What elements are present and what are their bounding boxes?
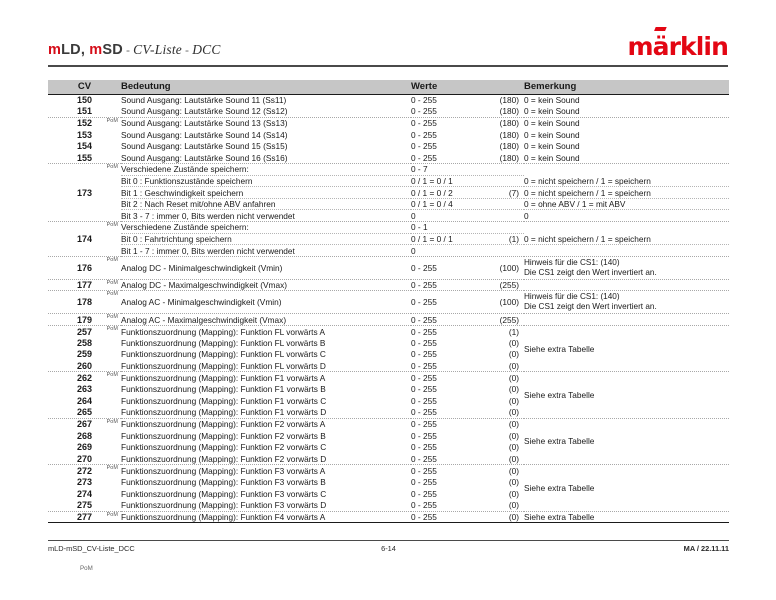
cell-werte bbox=[411, 187, 524, 199]
remark-line: Hinweis für die CS1: (140) bbox=[524, 257, 620, 267]
default-value: (180) bbox=[499, 106, 519, 117]
cell-werte bbox=[411, 372, 524, 384]
cell-bedeutung: Funktionszuordnung (Mapping): Funktion F2 vorwärts A bbox=[121, 418, 411, 430]
table-row bbox=[48, 117, 729, 129]
cv-number: 275 bbox=[76, 499, 93, 510]
footer-row bbox=[48, 544, 729, 553]
cv-number: 151 bbox=[76, 106, 93, 117]
cell-werte bbox=[411, 94, 524, 106]
value-range: 0 - 255 bbox=[411, 129, 437, 140]
cell-cv bbox=[48, 360, 121, 372]
cell-werte bbox=[411, 360, 524, 372]
cell-bedeutung: Analog AC - Maximalgeschwindigkeit (Vmax) bbox=[121, 314, 411, 326]
table-row bbox=[48, 465, 729, 477]
title-rest1: LD, bbox=[61, 42, 86, 58]
cell-cv bbox=[48, 372, 121, 384]
cell-bedeutung: Funktionszuordnung (Mapping): Funktion F2 vorwärts D bbox=[121, 453, 327, 464]
title-dash-1: - bbox=[125, 43, 131, 57]
value-range: 0 - 255 bbox=[411, 349, 437, 360]
value-range: 0 - 255 bbox=[411, 280, 437, 291]
value-range: 0 bbox=[411, 210, 416, 221]
value-range: 0 / 1 = 0 / 1 bbox=[411, 233, 453, 244]
remark-line: Die CS1 zeigt den Wert invertiert an. bbox=[524, 267, 657, 277]
cell-cv bbox=[48, 395, 121, 407]
cell-bedeutung: Funktionszuordnung (Mapping): Funktion F2 vorwärts B bbox=[121, 430, 326, 441]
pom-marker: PoM bbox=[106, 279, 118, 286]
title-rest2: SD bbox=[102, 42, 123, 58]
cell-bedeutung: Funktionszuordnung (Mapping): Funktion F3 vorwärts C bbox=[121, 488, 327, 499]
cell-bedeutung: Analog DC - Maximalgeschwindigkeit (Vmax) bbox=[121, 279, 411, 291]
cell-bemerkung bbox=[524, 256, 729, 279]
default-value: (7) bbox=[508, 187, 519, 198]
cell-werte bbox=[411, 175, 524, 187]
cell-cv bbox=[48, 117, 121, 129]
cell-cv bbox=[48, 511, 121, 523]
cell-werte bbox=[411, 349, 524, 361]
cell-werte bbox=[411, 383, 524, 395]
value-range: 0 - 255 bbox=[411, 465, 437, 476]
column-header-bedeutung: Bedeutung bbox=[121, 80, 411, 94]
cell-bemerkung: 0 = ohne ABV / 1 = mit ABV bbox=[524, 198, 729, 210]
cell-bedeutung: Funktionszuordnung (Mapping): Funktion F1 vorwärts C bbox=[121, 395, 327, 406]
default-value: (0) bbox=[508, 360, 519, 371]
cv-number: 269 bbox=[76, 442, 93, 453]
pom-marker: PoM bbox=[106, 418, 118, 425]
cv-number: 273 bbox=[76, 477, 93, 488]
cv-number: 176 bbox=[76, 262, 93, 273]
table-row bbox=[48, 140, 729, 152]
pom-marker: PoM bbox=[106, 117, 118, 124]
cell-werte bbox=[411, 488, 524, 500]
cell-bedeutung: Funktionszuordnung (Mapping): Funktion F4 vorwärts A bbox=[121, 511, 411, 523]
cell-werte bbox=[411, 407, 524, 419]
default-value: (0) bbox=[508, 337, 519, 348]
value-range: 0 - 255 bbox=[411, 453, 437, 464]
cell-bedeutung: Sound Ausgang: Lautstärke Sound 14 (Ss14) bbox=[121, 129, 288, 140]
table-body bbox=[48, 94, 729, 523]
table-row bbox=[48, 326, 729, 338]
cell-cv bbox=[48, 94, 121, 106]
cell-werte bbox=[411, 395, 524, 407]
table-row bbox=[48, 245, 729, 257]
cv-number: 277 bbox=[76, 511, 93, 522]
cell-bemerkung bbox=[524, 279, 729, 291]
value-range: 0 - 255 bbox=[411, 297, 437, 308]
cell-werte bbox=[411, 140, 524, 152]
title-dcc: DCC bbox=[192, 42, 221, 57]
default-value: (1) bbox=[508, 326, 519, 337]
table-row bbox=[48, 372, 729, 384]
cell-bemerkung: 0 = kein Sound bbox=[524, 152, 580, 163]
column-header-werte: Werte bbox=[411, 80, 524, 94]
cell-bedeutung: Funktionszuordnung (Mapping): Funktion FL vorwärts A bbox=[121, 326, 411, 338]
default-value: (255) bbox=[499, 314, 519, 325]
pom-marker: PoM bbox=[106, 164, 118, 171]
table-row bbox=[48, 222, 729, 234]
table-row bbox=[48, 233, 729, 245]
cell-bedeutung: Sound Ausgang: Lautstärke Sound 16 (Ss16) bbox=[121, 152, 288, 163]
cv-number: 257 bbox=[76, 326, 93, 337]
cell-werte bbox=[411, 245, 524, 257]
default-value: (0) bbox=[508, 499, 519, 510]
cell-cv bbox=[48, 222, 121, 257]
cell-werte bbox=[411, 511, 524, 523]
table-row bbox=[48, 175, 729, 187]
footer-filename: mLD-mSD_CV-Liste_DCC bbox=[48, 544, 135, 553]
default-value: (0) bbox=[508, 511, 519, 522]
footer-revision: MA / 22.11.11 bbox=[683, 544, 729, 553]
cell-bemerkung: 0 = nicht speichern / 1 = speichern bbox=[524, 233, 651, 244]
cell-cv bbox=[48, 140, 121, 152]
cv-number: 270 bbox=[76, 453, 93, 464]
cell-bedeutung: Sound Ausgang: Lautstärke Sound 12 (Ss12) bbox=[121, 106, 288, 117]
table-row bbox=[48, 511, 729, 523]
table-row bbox=[48, 418, 729, 430]
cv-number: 263 bbox=[76, 384, 93, 395]
cell-bedeutung: Funktionszuordnung (Mapping): Funktion FL vorwärts B bbox=[121, 337, 326, 348]
cell-bemerkung bbox=[524, 314, 729, 326]
page-footer bbox=[48, 540, 729, 553]
cell-cv bbox=[48, 279, 121, 291]
value-range: 0 - 255 bbox=[411, 118, 437, 129]
cell-cv bbox=[48, 164, 121, 222]
title-dash-2: - bbox=[185, 43, 190, 57]
cell-cv bbox=[48, 407, 121, 419]
cell-cv bbox=[48, 152, 121, 164]
table-header-row bbox=[48, 80, 729, 94]
default-value: (180) bbox=[499, 95, 519, 106]
cell-bemerkung bbox=[524, 291, 729, 314]
cell-cv bbox=[48, 129, 121, 141]
cell-cv bbox=[48, 476, 121, 488]
cell-cv bbox=[48, 326, 121, 338]
default-value: (180) bbox=[499, 141, 519, 152]
value-range: 0 bbox=[411, 245, 416, 256]
cv-table bbox=[48, 80, 729, 523]
pom-marker: PoM bbox=[106, 222, 118, 229]
pom-marker: PoM bbox=[106, 291, 118, 298]
table-row bbox=[48, 291, 729, 314]
cv-number: 177 bbox=[76, 280, 93, 291]
cell-cv bbox=[48, 314, 121, 326]
value-range: 0 - 1 bbox=[411, 222, 428, 233]
table-row bbox=[48, 94, 729, 106]
cell-bedeutung: Bit 2 : Nach Reset mit/ohne ABV anfahren bbox=[121, 198, 411, 210]
value-range: 0 - 255 bbox=[411, 326, 437, 337]
cell-bemerkung-note: Siehe extra Tabelle bbox=[524, 511, 729, 523]
cv-number: 264 bbox=[76, 395, 93, 406]
cell-werte bbox=[411, 326, 524, 338]
cv-number: 179 bbox=[76, 314, 93, 325]
cell-bemerkung-note: Siehe extra Tabelle bbox=[524, 372, 729, 418]
cv-number: 267 bbox=[76, 419, 93, 430]
cv-number: 258 bbox=[76, 337, 93, 348]
table-head bbox=[48, 80, 729, 94]
pom-marker: PoM bbox=[106, 314, 118, 321]
cell-cv bbox=[48, 465, 121, 477]
footer-page-number: 6-14 bbox=[381, 544, 396, 553]
cell-werte bbox=[411, 222, 524, 234]
cell-cv bbox=[48, 337, 121, 349]
pom-marker: PoM bbox=[106, 326, 118, 332]
default-value: (255) bbox=[499, 280, 519, 291]
cell-bedeutung: Bit 3 - 7 : immer 0, Bits werden nicht verwendet bbox=[121, 210, 411, 222]
default-value: (0) bbox=[508, 384, 519, 395]
value-range: 0 - 7 bbox=[411, 164, 428, 175]
title-cv-liste: CV-Liste bbox=[133, 42, 182, 57]
value-range: 0 - 255 bbox=[411, 511, 437, 522]
remark-line: Die CS1 zeigt den Wert invertiert an. bbox=[524, 302, 657, 312]
cv-number: 265 bbox=[76, 407, 93, 418]
cv-number: 174 bbox=[76, 233, 93, 244]
cell-bedeutung: Funktionszuordnung (Mapping): Funktion F1 vorwärts D bbox=[121, 407, 327, 418]
cell-bedeutung: Sound Ausgang: Lautstärke Sound 15 (Ss15) bbox=[121, 141, 288, 152]
cell-werte bbox=[411, 453, 524, 465]
cell-bemerkung: 0 = kein Sound bbox=[524, 141, 580, 152]
cell-bedeutung: Funktionszuordnung (Mapping): Funktion FL vorwärts C bbox=[121, 349, 326, 360]
cell-bedeutung: Sound Ausgang: Lautstärke Sound 11 (Ss11) bbox=[121, 94, 411, 106]
page-header bbox=[48, 32, 728, 72]
cell-werte bbox=[411, 279, 524, 291]
cell-werte bbox=[411, 499, 524, 511]
table-row bbox=[48, 256, 729, 279]
default-value: (0) bbox=[508, 372, 519, 383]
value-range: 0 - 255 bbox=[411, 430, 437, 441]
default-value: (0) bbox=[508, 488, 519, 499]
cell-bedeutung: Verschiedene Zustände speichern: bbox=[121, 222, 411, 234]
cell-werte bbox=[411, 106, 524, 118]
cell-bedeutung: Funktionszuordnung (Mapping): Funktion F3 vorwärts B bbox=[121, 477, 326, 488]
remark-line: Hinweis für die CS1: (140) bbox=[524, 292, 620, 302]
cv-number: 260 bbox=[76, 360, 93, 371]
value-range: 0 - 255 bbox=[411, 141, 437, 152]
cell-bemerkung: 0 bbox=[524, 210, 729, 222]
cell-bedeutung: Sound Ausgang: Lautstärke Sound 13 (Ss13) bbox=[121, 117, 411, 129]
cv-number: 272 bbox=[76, 465, 93, 476]
default-value: (0) bbox=[508, 453, 519, 464]
cell-werte bbox=[411, 129, 524, 141]
default-value: (180) bbox=[499, 152, 519, 163]
default-value: (180) bbox=[499, 129, 519, 140]
table-row bbox=[48, 106, 729, 118]
value-range: 0 - 255 bbox=[411, 488, 437, 499]
cell-cv bbox=[48, 499, 121, 511]
value-range: 0 / 1 = 0 / 1 bbox=[411, 175, 453, 186]
cell-werte bbox=[411, 256, 524, 279]
table-row bbox=[48, 210, 729, 222]
default-value: (0) bbox=[508, 477, 519, 488]
cell-bedeutung: Bit 1 - 7 : immer 0, Bits werden nicht verwendet bbox=[121, 245, 411, 257]
cell-werte bbox=[411, 233, 524, 245]
cell-bemerkung: 0 = kein Sound bbox=[524, 129, 580, 140]
value-range: 0 / 1 = 0 / 2 bbox=[411, 187, 453, 198]
value-range: 0 - 255 bbox=[411, 262, 437, 273]
value-range: 0 / 1 = 0 / 4 bbox=[411, 199, 453, 210]
default-value: (100) bbox=[499, 297, 519, 308]
cell-cv bbox=[48, 453, 121, 465]
cell-bemerkung-note: Siehe extra Tabelle bbox=[524, 418, 729, 464]
cell-bedeutung: Funktionszuordnung (Mapping): Funktion F1 vorwärts B bbox=[121, 384, 326, 395]
default-value: (0) bbox=[508, 407, 519, 418]
cv-number: 268 bbox=[76, 430, 93, 441]
cv-number: 155 bbox=[76, 152, 93, 163]
cell-bemerkung: 0 = kein Sound bbox=[524, 94, 729, 106]
cell-werte bbox=[411, 441, 524, 453]
table-row bbox=[48, 314, 729, 326]
cell-werte bbox=[411, 152, 524, 164]
pom-marker: PoM bbox=[106, 372, 118, 379]
cell-werte bbox=[411, 430, 524, 442]
default-value: (0) bbox=[508, 419, 519, 430]
cell-werte bbox=[411, 476, 524, 488]
cell-bedeutung: Funktionszuordnung (Mapping): Funktion F1 vorwärts A bbox=[121, 372, 411, 384]
table-row bbox=[48, 198, 729, 210]
marklin-logo: märklin bbox=[627, 32, 728, 61]
header-divider bbox=[48, 65, 728, 67]
cell-werte bbox=[411, 418, 524, 430]
cell-werte bbox=[411, 314, 524, 326]
default-value: (0) bbox=[508, 349, 519, 360]
cell-bedeutung: Analog DC - Minimalgeschwindigkeit (Vmin) bbox=[121, 256, 411, 279]
cell-bedeutung: Funktionszuordnung (Mapping): Funktion FL vorwärts D bbox=[121, 360, 326, 371]
cell-bedeutung: Bit 0 : Fahrtrichtung speichern bbox=[121, 233, 411, 245]
value-range: 0 - 255 bbox=[411, 395, 437, 406]
cv-number: 150 bbox=[76, 95, 93, 106]
cell-werte bbox=[411, 210, 524, 222]
title-m2: m bbox=[89, 42, 103, 58]
pom-marker: PoM bbox=[106, 511, 118, 518]
cell-bemerkung: 0 = kein Sound bbox=[524, 117, 729, 129]
default-value: (180) bbox=[499, 118, 519, 129]
cell-bemerkung-note: Siehe extra Tabelle bbox=[524, 326, 729, 372]
table-row bbox=[48, 164, 729, 176]
cell-bemerkung bbox=[524, 245, 729, 257]
cv-number: 259 bbox=[76, 349, 93, 360]
value-range: 0 - 255 bbox=[411, 407, 437, 418]
cv-number: 178 bbox=[76, 297, 93, 308]
cell-bedeutung: Analog AC - Minimalgeschwindigkeit (Vmin) bbox=[121, 291, 411, 314]
cell-bedeutung: Verschiedene Zustände speichern: bbox=[121, 164, 411, 176]
cell-werte bbox=[411, 117, 524, 129]
default-value: (1) bbox=[508, 233, 519, 244]
value-range: 0 - 255 bbox=[411, 419, 437, 430]
value-range: 0 - 255 bbox=[411, 360, 437, 371]
default-value: (0) bbox=[508, 442, 519, 453]
value-range: 0 - 255 bbox=[411, 384, 437, 395]
column-header-cv: CV bbox=[48, 80, 121, 94]
cell-bemerkung: 0 = nicht speichern / 1 = speichern bbox=[524, 187, 729, 199]
title-m1: m bbox=[48, 42, 62, 58]
pom-marker: PoM bbox=[106, 256, 118, 263]
cell-bemerkung: 0 = nicht speichern / 1 = speichern bbox=[524, 175, 651, 186]
default-value: (100) bbox=[499, 262, 519, 273]
cell-cv bbox=[48, 418, 121, 430]
cell-bemerkung-note: Siehe extra Tabelle bbox=[524, 465, 729, 511]
cell-bedeutung: Bit 0 : Funktionszustände speichern bbox=[121, 175, 411, 187]
cv-number: 173 bbox=[76, 187, 93, 198]
stray-pom-marker: PoM bbox=[80, 565, 93, 572]
cell-cv bbox=[48, 291, 121, 314]
cv-number: 262 bbox=[76, 372, 93, 383]
cell-bedeutung: Funktionszuordnung (Mapping): Funktion F3 vorwärts D bbox=[121, 499, 327, 510]
cell-bemerkung: 0 = kein Sound bbox=[524, 106, 580, 117]
value-range: 0 - 255 bbox=[411, 106, 437, 117]
value-range: 0 - 255 bbox=[411, 372, 437, 383]
value-range: 0 - 255 bbox=[411, 337, 437, 348]
cv-number: 274 bbox=[76, 488, 93, 499]
cell-werte bbox=[411, 465, 524, 477]
cell-cv bbox=[48, 256, 121, 279]
default-value: (0) bbox=[508, 430, 519, 441]
cell-werte bbox=[411, 291, 524, 314]
pom-marker: PoM bbox=[106, 465, 118, 472]
cv-number: 153 bbox=[76, 129, 93, 140]
cell-cv bbox=[48, 106, 121, 118]
column-header-bemerkung: Bemerkung bbox=[524, 80, 729, 94]
footer-divider bbox=[48, 540, 729, 541]
cell-bedeutung: Funktionszuordnung (Mapping): Funktion F3 vorwärts A bbox=[121, 465, 411, 477]
value-range: 0 - 255 bbox=[411, 442, 437, 453]
cv-number: 154 bbox=[76, 141, 93, 152]
default-value: (0) bbox=[508, 465, 519, 476]
cell-bemerkung bbox=[524, 222, 729, 234]
table-row bbox=[48, 152, 729, 164]
cell-werte bbox=[411, 198, 524, 210]
cell-werte bbox=[411, 337, 524, 349]
value-range: 0 - 255 bbox=[411, 499, 437, 510]
cv-number: 152 bbox=[76, 118, 93, 129]
table-row bbox=[48, 187, 729, 199]
value-range: 0 - 255 bbox=[411, 477, 437, 488]
cell-bemerkung bbox=[524, 164, 729, 176]
cell-cv bbox=[48, 441, 121, 453]
value-range: 0 - 255 bbox=[411, 314, 437, 325]
cell-cv bbox=[48, 383, 121, 395]
document-title bbox=[48, 42, 221, 58]
cell-cv bbox=[48, 349, 121, 361]
cell-cv bbox=[48, 430, 121, 442]
table-row bbox=[48, 129, 729, 141]
cell-cv bbox=[48, 488, 121, 500]
cell-werte bbox=[411, 164, 524, 176]
value-range: 0 - 255 bbox=[411, 152, 437, 163]
table-row bbox=[48, 279, 729, 291]
cell-bedeutung: Bit 1 : Geschwindigkeit speichern bbox=[121, 187, 411, 199]
default-value: (0) bbox=[508, 395, 519, 406]
value-range: 0 - 255 bbox=[411, 95, 437, 106]
cell-bedeutung: Funktionszuordnung (Mapping): Funktion F2 vorwärts C bbox=[121, 442, 327, 453]
